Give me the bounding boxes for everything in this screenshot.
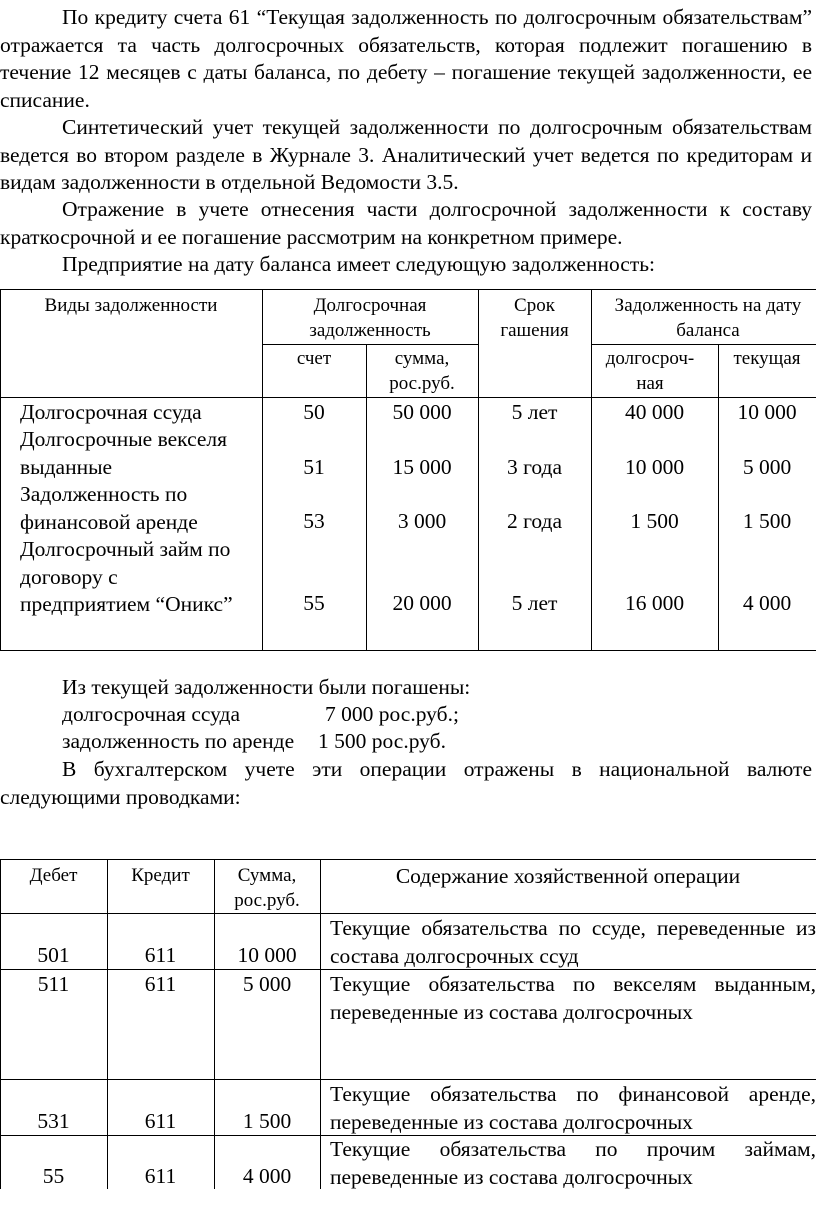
row-3-long: 1 500 [630, 509, 679, 533]
header-long-term: Долгосрочная задолженность [309, 295, 431, 341]
header-at-balance: Задолженность на дату баланса [614, 295, 802, 341]
entry-4-debit: 55 [42, 1164, 65, 1188]
header-sum: Сумма, рос.руб. [234, 865, 300, 911]
entry-3-content: Текущие обязательства по финансовой аренде, переведенные из состава долгосрочных [330, 1082, 816, 1134]
row-4-account: 55 [303, 591, 325, 615]
row-2-name: Долгосрочные векселя выданные [20, 427, 228, 479]
row-1-long: 40 000 [624, 400, 685, 424]
paragraph-8: В бухгалтерском учете эти операции отражены в национальной валюте следующими проводками: [0, 757, 812, 809]
row-3-amount: 3 000 [397, 509, 447, 533]
paragraph-7-label: задолженность по аренде [62, 729, 295, 753]
header-content: Содержание хозяйственной операции [395, 864, 741, 888]
row-2-long: 10 000 [624, 455, 685, 479]
paragraph-6-value: 7 000 рос.руб.; [325, 702, 459, 726]
header-credit: Кредит [131, 865, 190, 886]
row-1-current: 10 000 [737, 400, 797, 424]
row-1-account: 50 [303, 400, 325, 424]
row-2-account: 51 [303, 455, 325, 479]
paragraph-3: Отражение в учете отнесения части долгосрочной задолженности к составу краткосрочной и ее погашение рассмотрим на конкретном примере. [0, 197, 812, 249]
row-4-term: 5 лет [511, 591, 558, 615]
entry-2-debit: 511 [37, 972, 70, 996]
row-4-amount: 20 000 [392, 591, 452, 615]
header-current-part: текущая [733, 348, 801, 369]
row-1-term: 5 лет [511, 400, 558, 424]
row-3-account: 53 [303, 509, 325, 533]
row-4-name: Долгосрочный займ по договору с предприятием “Оникс” [20, 537, 233, 616]
entry-4-credit: 611 [144, 1164, 177, 1188]
header-account: счет [296, 348, 332, 369]
header-amount: сумма, рос.руб. [389, 348, 455, 394]
entry-3-sum: 1 500 [242, 1109, 292, 1133]
row-2-current: 5 000 [742, 455, 792, 479]
paragraph-6-label: долгосрочная ссуда [62, 702, 240, 726]
entry-2-credit: 611 [144, 972, 177, 996]
entry-1-content: Текущие обязательства по ссуде, переведенные из состава долгосрочных ссуд [330, 916, 816, 968]
row-4-current: 4 000 [742, 591, 792, 615]
entry-4-content: Текущие обязательства по прочим займам, переведенные из состава долгосрочных [330, 1137, 816, 1189]
paragraph-7-value: 1 500 рос.руб. [318, 729, 446, 753]
paragraph-1: По кредиту счета 61 “Текущая задолженность по долгосрочным обязательствам” отражается та часть долгосрочных обязательств, которая подлежит погашению в течение 12 месяцев с даты баланса, по дебету – погашение текущей задолженности, ее списание. [0, 5, 812, 112]
header-debit: Дебет [29, 865, 78, 886]
row-4-long: 16 000 [624, 591, 685, 615]
header-long-part: долгосроч-ная [605, 348, 695, 394]
paragraph-4: Предприятие на дату баланса имеет следующую задолженность: [62, 252, 655, 276]
row-1-name: Долгосрочная ссуда [20, 400, 202, 424]
entry-2-sum: 5 000 [242, 972, 292, 996]
row-3-current: 1 500 [742, 509, 792, 533]
entries-table [0, 859, 816, 1199]
row-3-term: 2 года [506, 509, 563, 533]
row-1-amount: 50 000 [392, 400, 452, 424]
entry-1-sum: 10 000 [237, 943, 297, 967]
header-kind: Виды задолженности [44, 295, 218, 316]
entry-3-credit: 611 [144, 1109, 177, 1133]
paragraph-2: Синтетический учет текущей задолженности по долгосрочным обязательствам ведется во втором разделе в Журнале 3. Аналитический учет ведется по кредиторам и видам задолженности в отдельной Ведомости 3.5. [0, 115, 812, 194]
header-term: Срок гашения [500, 295, 569, 341]
entry-4-sum: 4 000 [242, 1164, 292, 1188]
row-3-name: Задолженность по финансовой аренде [20, 482, 198, 534]
entry-2-content: Текущие обязательства по векселям выданным, переведенные из состава долгосрочных [330, 972, 816, 1024]
entry-1-debit: 501 [37, 943, 70, 967]
paragraph-5: Из текущей задолженности были погашены: [62, 675, 471, 699]
entry-3-debit: 531 [37, 1109, 70, 1133]
entry-1-credit: 611 [144, 943, 177, 967]
row-2-term: 3 года [506, 455, 563, 479]
debt-table [0, 289, 816, 651]
row-2-amount: 15 000 [392, 455, 452, 479]
